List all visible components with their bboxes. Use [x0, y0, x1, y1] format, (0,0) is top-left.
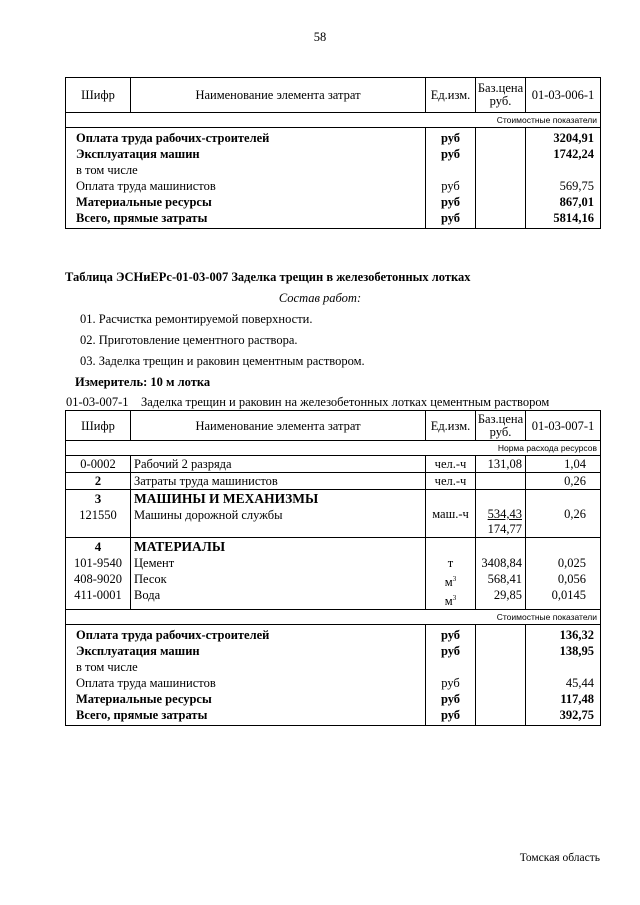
- row-unit: чел.-ч: [426, 473, 476, 490]
- machines-names: МАШИНЫ И МЕХАНИЗМЫ Машины дорожной службы: [131, 490, 426, 538]
- header-code: Шифр: [66, 411, 131, 441]
- cost-name: Оплата труда машинистов: [76, 676, 216, 691]
- cost-unit: руб: [440, 708, 461, 723]
- norm-label: Норма расхода ресурсов: [66, 441, 601, 456]
- header-code: Шифр: [66, 78, 131, 113]
- cost-unit: руб: [440, 211, 461, 225]
- cost-values: [526, 128, 601, 229]
- materials-values: 0,025 0,056 0,0145: [526, 538, 601, 610]
- row-unit: чел.-ч: [426, 456, 476, 473]
- cost-unit: руб: [440, 692, 461, 707]
- cost-value: 1742,24: [553, 147, 594, 161]
- meter-line: Измеритель: 10 м лотка: [75, 375, 211, 389]
- cost-name: Всего, прямые затраты: [76, 708, 208, 723]
- cost-unit: руб: [441, 179, 460, 193]
- row-name: Затраты труда машинистов: [131, 473, 426, 490]
- work-item-3: 03. Заделка трещин и раковин цементным раствором.: [80, 354, 365, 368]
- cost-name: Материальные ресурсы: [76, 195, 212, 209]
- machines-codes: 3 121550: [66, 490, 131, 538]
- cost-name: в том числе: [76, 660, 138, 675]
- cost-value: 117,48: [560, 692, 594, 707]
- cost-unit: руб: [441, 676, 460, 691]
- materials-codes: 4 101-9540 408-9020 411-0001: [66, 538, 131, 610]
- cost-name: Материальные ресурсы: [76, 692, 212, 707]
- header-name: Наименование элемента затрат: [131, 411, 426, 441]
- row-code: 2: [66, 473, 131, 490]
- rate-line: 01-03-007-1 Заделка трещин и раковин на железобетонных лотках цементным раствором: [66, 395, 550, 409]
- header-rate-code: 01-03-007-1: [526, 411, 601, 441]
- cost-value: 136,32: [559, 628, 594, 643]
- cost-unit: руб: [440, 131, 461, 145]
- cost-units: [426, 625, 476, 726]
- cost-value: 138,95: [559, 644, 594, 659]
- work-composition-title: Состав работ:: [278, 291, 362, 305]
- cost-value: 867,01: [559, 195, 594, 209]
- row-value: 0,26: [526, 473, 601, 490]
- header-rate-code: 01-03-006-1: [526, 78, 601, 113]
- cost-name: Оплата труда рабочих-строителей: [76, 131, 270, 145]
- cost-name: Всего, прямые затраты: [76, 211, 208, 225]
- table-row: [66, 473, 601, 490]
- header-base-price: Баз.цена руб.: [476, 411, 526, 441]
- row-value: 0,26: [526, 490, 601, 538]
- cost-values: [526, 625, 601, 726]
- row-price: [476, 473, 526, 490]
- work-item-1: 01. Расчистка ремонтируемой поверхности.: [80, 312, 313, 326]
- row-code: 0-0002: [66, 456, 131, 473]
- table-title: Таблица ЭСНиЕРс-01-03-007 Заделка трещин в железобетонных лотках: [65, 270, 471, 284]
- machines-section: [66, 490, 601, 538]
- row-price: 131,08: [476, 456, 526, 473]
- row-price: 534,43 174,77: [476, 490, 526, 538]
- materials-names: МАТЕРИАЛЫ Цемент Песок Вода: [131, 538, 426, 610]
- cost-value: 5814,16: [553, 211, 594, 225]
- page-number: 58: [313, 30, 327, 44]
- materials-section: [66, 538, 601, 610]
- header-unit: Ед.изм.: [426, 411, 476, 441]
- row-value: 1,04: [526, 456, 601, 473]
- cost-names: [66, 128, 426, 229]
- cost-value: [532, 659, 594, 675]
- cost-empty: [476, 128, 526, 229]
- cost-table-01-03-006-1: [65, 77, 601, 229]
- cost-names: [66, 625, 426, 726]
- row-unit: маш.-ч: [426, 490, 476, 538]
- cost-name: Эксплуатация машин: [76, 147, 200, 161]
- cost-value: 392,75: [559, 708, 594, 723]
- row-name: Рабочий 2 разряда: [131, 456, 426, 473]
- work-item-2: 02. Приготовление цементного раствора.: [80, 333, 298, 347]
- cost-value: 3204,91: [553, 131, 594, 145]
- cost-unit: руб: [440, 147, 461, 161]
- section-label: Стоимостные показатели: [66, 113, 601, 128]
- cost-unit: руб: [440, 195, 461, 209]
- cost-unit: руб: [440, 644, 461, 659]
- footer-region: Томская область: [519, 852, 600, 864]
- cost-value: 569,75: [559, 179, 594, 193]
- cost-value: [532, 162, 594, 178]
- table-row: [66, 456, 601, 473]
- cost-name: Оплата труда рабочих-строителей: [76, 628, 270, 643]
- header-name: Наименование элемента затрат: [131, 78, 426, 113]
- section-label: Стоимостные показатели: [66, 610, 601, 625]
- cost-units: [426, 128, 476, 229]
- cost-unit: [429, 659, 472, 675]
- cost-unit: [429, 162, 472, 178]
- cost-name: в том числе: [76, 163, 138, 177]
- materials-units: т $м^3$ $м^3$: [426, 538, 476, 610]
- resource-table-01-03-007-1: [65, 410, 601, 726]
- cost-unit: руб: [440, 628, 461, 643]
- cost-empty: [476, 625, 526, 726]
- header-unit: Ед.изм.: [426, 78, 476, 113]
- materials-prices: 3408,84 568,41 29,85: [476, 538, 526, 610]
- cost-name: Эксплуатация машин: [76, 644, 200, 659]
- cost-value: 45,44: [565, 676, 594, 691]
- header-base-price: Баз.цена руб.: [476, 78, 526, 113]
- cost-name: Оплата труда машинистов: [76, 179, 216, 193]
